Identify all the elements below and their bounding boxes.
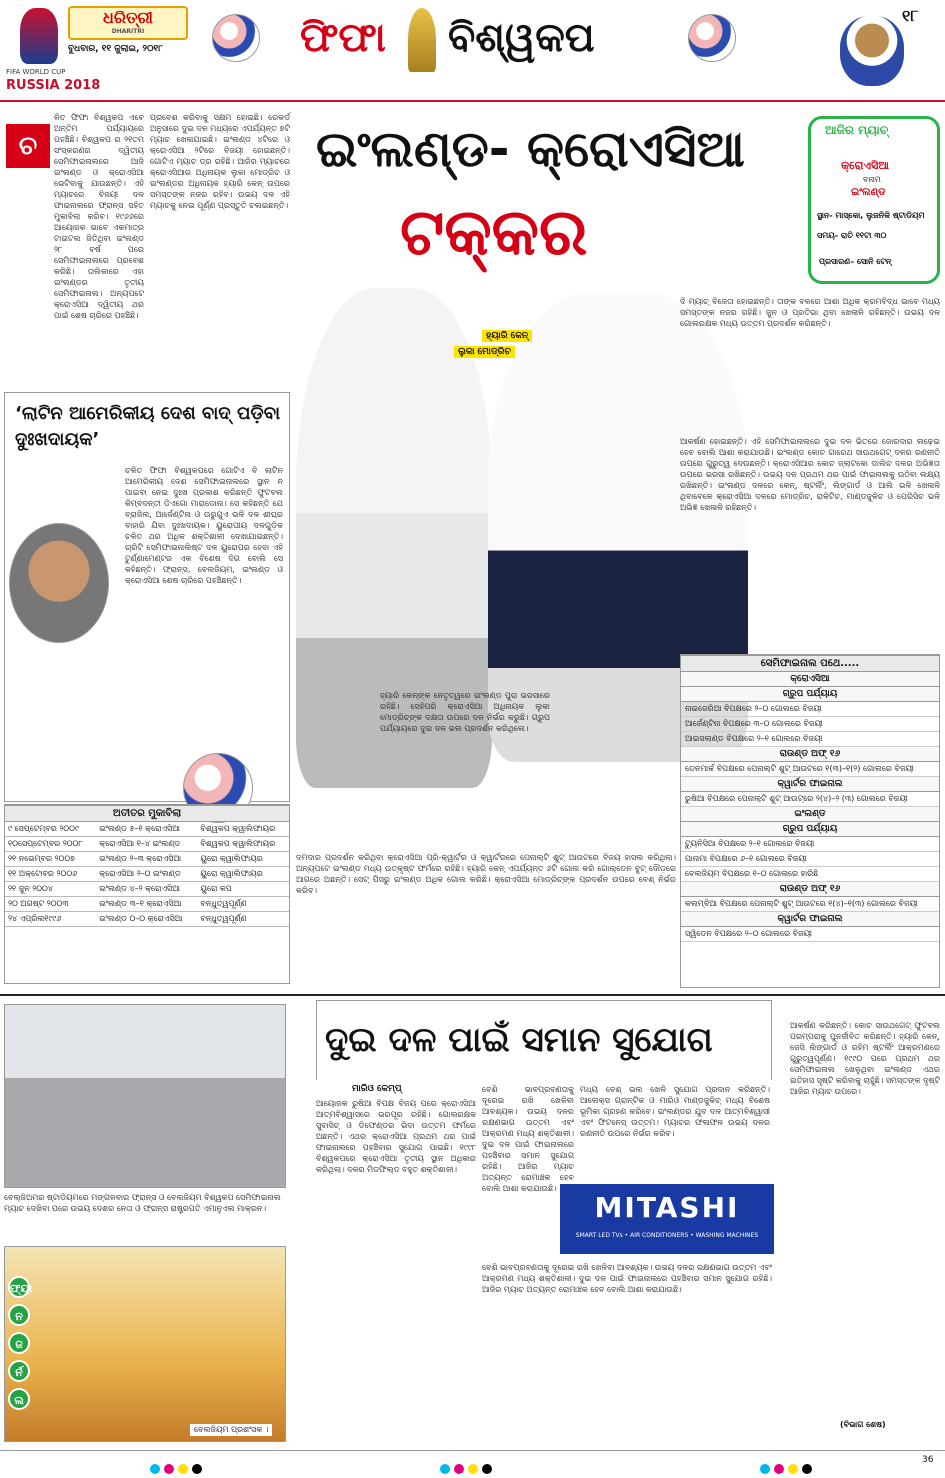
past-result-row: [5, 822, 289, 837]
bottom-story: [316, 1000, 772, 1080]
fan-photo: [4, 1246, 286, 1442]
footer-page-number: 36: [922, 1455, 934, 1465]
center-text2: ଦମଦାର ପ୍ରଦର୍ଶନ କରିଥିବା କ୍ରୋଏସିଆ ପ୍ରି-କ୍ୱାର୍ଟର ଓ କ୍ୱାର୍ଟରରେ ପେନାଲ୍ଟି ଶୁଟ୍ ଆଉଟରେ ବିଜୟ ହାସଲ କରିଥିଲା। ଅନ୍ୟପଟେ ଇଂଲଣ୍ଡ ମଧ୍ୟ ଉତ୍କୃଷ୍ଟ ଫର୍ମରେ ରହିଛି। ହ୍ୟାରି କେନ୍ ଏପର୍ଯ୍ୟନ୍ତ ୬ଟି ଗୋଲ କରି ଗୋଲ୍ଡେନ ବୁଟ୍ ଦୌଡ଼ରେ ଆଗରେ ଅଛନ୍ତି। ସେଟ୍ ପିସରୁ ଇଂଲଣ୍ଡ ଅଧିକ ଗୋଲ କରିଛି। କ୍ରୋଏସିଆ ମୋଡ୍ରିଚ୍‌ଙ୍କ ପ୍ରଦର୍ଶନ ଉପରେ ବେଶ୍ ନିର୍ଭର କରିବ।: [296, 853, 676, 895]
masthead-title-red: ଫିଫା: [300, 15, 386, 61]
side-letter: ଜ: [8, 1332, 30, 1354]
section-divider: [0, 994, 945, 996]
past-result-score: ଇଂଲଣ୍ଡ ୦–୦ କ୍ରୋଏସିଆ: [96, 912, 197, 927]
england-qf-label: କ୍ୱାର୍ଟର ଫାଇନାଲ: [681, 912, 939, 927]
lead-dropcap: ଚ: [6, 124, 50, 168]
today-versus: ବନାମ: [863, 175, 881, 184]
lead-col2: ପ୍ରବେଶ କରିବାକୁ ସକ୍ଷମ ହୋଇଛି। ରେକର୍ଡ ଅନୁସାରେ ଦୁଇ ଦଳ ମଧ୍ୟରେ ଏପର୍ଯ୍ୟନ୍ତ ୭ଟି ମ୍ୟାଚ ଖେଳାଯାଇଛି। ଇଂଲଣ୍ଡ ୪ଟିରେ ଓ କ୍ରୋଏସିଆ ୨ଟିରେ ବିଜୟୀ ହୋଇଛନ୍ତି। ଗୋଟିଏ ମ୍ୟାଚ ଡ୍ର ରହିଛି। ଆଜିର ମ୍ୟାଚରେ କ୍ରୋଏସିଆର ଅଧିନାୟକ ଲୁକା ମୋଡ୍ରିଚ ଓ ଇଂଲଣ୍ଡର ଅଧିନାୟକ ହ୍ୟାରି କେନ୍ ଉପରେ ସମସ୍ତଙ୍କ ନଜର ରହିବ। ଉଭୟ ଦଳ ଏହି ମ୍ୟାଚକୁ ନେଇ ପୂର୍ଣ୍ଣ ପ୍ରସ୍ତୁତି ଚଳାଇଛନ୍ତି।: [150, 113, 290, 210]
croatia-qf-label: କ୍ୱାର୍ଟର ଫାଇନାଲ: [681, 777, 939, 792]
past-result-event: ବନ୍ଧୁତ୍ୱପୂର୍ଣ୍ଣ: [197, 912, 289, 927]
bottom-col1: ଆୟୋଜକ ରୁଷିଆ ବିପକ୍ଷ ବିଜୟ ପରେ କ୍ରୋଏସିଆ ଆତ୍ମବିଶ୍ୱାସରେ ଭରପୂର ରହିଛି। ଗୋଲରକ୍ଷକ ସୁବାସିଚ୍ ଓ ଡିଫେଣ୍ଡର ଭିଦା ଉତ୍ତମ ଫର୍ମରେ ଅଛନ୍ତି। ଏଥର କ୍ରୋଏସିଆ ପ୍ରଥମ ଥର ପାଇଁ ଫାଇନାଲରେ ପହଞ୍ଚିବାର ସୁଯୋଗ ପାଇଛି। ୧୯୯୮ ବିଶ୍ୱକପରେ କ୍ରୋଏସିଆ ତୃତୀୟ ସ୍ଥାନ ଅଧିକାର କରିଥିଲା। ଦଳର ମିଡଫିଲ୍ଡ ବହୁତ ଶକ୍ତିଶାଳୀ।: [316, 1099, 476, 1174]
bottom-col4: ଆକର୍ଷଣ କରିଛନ୍ତି। କୋଚ ସାଉଥଗେଟ୍ ଫୁଟବଲ ପରମ୍ପରାକୁ ପୁନର୍ଜୀବିତ କରିଛନ୍ତି। ହ୍ୟାରି କେନ୍, ଜେସି ଲିଙ୍ଗାର୍ଡ ଓ ରହିମ ଷ୍ଟର୍ଲିଂ ଆକ୍ରମଣରେ ଗୁରୁତ୍ୱପୂର୍ଣ୍ଣ। ୧୯୯୦ ପରେ ପ୍ରଥମ ଥର ସେମିଫାଇନାଲ ଖେଳୁଥିବା ଇଂଲଣ୍ଡ ଏଥର ଇତିହାସ ସୃଷ୍ଟି କରିବାକୁ ଚାହୁଁଛି। ସମସ୍ତଙ୍କ ଦୃଷ୍ଟି ଆଜିର ମ୍ୟାଚ ଉପରେ।: [790, 1021, 940, 1096]
croatia-qf: ରୁଷିଆ ବିପକ୍ଷରେ ପେନାଲ୍ଟି ଶୁଟ୍ ଆଉଟ୍ରେ ୨(୪)–୨ (୩) ଗୋଲରେ ବିଜୟୀ: [681, 792, 939, 807]
center-text1: ହ୍ୟାରି କେନ୍‌ଙ୍କ ନେତୃତ୍ୱରେ ଇଂଲଣ୍ଡ ପୁରା ଭରସାରେ ରହିଛି। ସେହିପରି କ୍ରୋଏସିଆ ଅଧିନାୟକ ଲୁକା ମୋଡ୍ରିଚ୍‌ଙ୍କ ଦକ୍ଷତା ଉପରେ ଦଳ ନିର୍ଭର କରୁଛି। ଗ୍ରୁପ ପର୍ଯ୍ୟାୟରେ ଦୁଇ ଦଳ ଭଲ ପ୍ରଦର୍ଶନ କରିଥିଲେ।: [380, 691, 550, 733]
past-result-row: [5, 852, 289, 867]
bottom-col-lower: ବେଶି ଭାବପ୍ରବଣତାକୁ ଦୂରେଇ ରଖି ଖେଳିବା ଆବଶ୍ୟକ। ଉଭୟ ଦଳର ରକ୍ଷଣଭାଗ ଉତ୍ତମ ଏବଂ ଆକ୍ରମଣ ମଧ୍ୟ ଶକ୍ତିଶାଳୀ। ଦୁଇ ଦଳ ପାଇଁ ଫାଇନାଲରେ ପହଞ୍ଚିବାର ସମାନ ସୁଯୋଗ ରହିଛି। ଆଜିର ମ୍ୟାଚ ଅତ୍ୟନ୍ତ ରୋମାଞ୍ଚକ ହେବ ବୋଲି ଆଶା କରାଯାଉଛି।: [482, 1263, 772, 1294]
england-r16-label: ରାଉଣ୍ଡ ଅଫ୍ ୧୬: [681, 882, 939, 897]
england-group-1: ଟ୍ୟୁନିସିଆ ବିପକ୍ଷରେ ୨–୧ ଗୋଲରେ ବିଜୟୀ: [681, 837, 939, 852]
maradona-photo: [9, 523, 109, 643]
masthead: [0, 0, 945, 102]
today-match-heading: ଆଜିର ମ୍ୟାଚ୍: [825, 123, 889, 137]
past-result-score: ଇଂଲଣ୍ଡ ୫–୧ କ୍ରୋଏସିଆ: [96, 822, 197, 837]
kane-tag: ହ୍ୟାରି କେନ୍: [482, 330, 532, 342]
mitashi-brand: MITASHI: [594, 1191, 740, 1224]
fifa-russia-text: RUSSIA 2018: [6, 78, 101, 93]
past-result-event: ବିଶ୍ୱକପ କ୍ୱାଲିଫାୟର: [197, 822, 289, 837]
ball-icon-left: [212, 14, 260, 62]
past-result-date: ୨୪ ଏପ୍ରିଲ୧୯୯୬: [5, 912, 96, 927]
bottom-col2: ବେଶି ଭାବପ୍ରବଣତାକୁ ଦୂରେଇ ରଖି ଖେଳିବା ଆବଶ୍ୟକ। ଉଭୟ ଦଳର ରକ୍ଷଣଭାଗ ଉତ୍ତମ ଏବଂ ଆକ୍ରମଣ ମଧ୍ୟ ଶକ୍ତିଶାଳୀ। ଦୁଇ ଦଳ ପାଇଁ ଫାଇନାଲରେ ପହଞ୍ଚିବାର ସମାନ ସୁଯୋଗ ରହିଛି। ଆଜିର ମ୍ୟାଚ ଅତ୍ୟନ୍ତ ରୋମାଞ୍ଚକ ହେବ ବୋଲି ଆଶା କରାଯାଉଛି।: [482, 1085, 574, 1193]
past-result-score: କ୍ରୋଏସିଆ ୧–୪ ଇଂଲଣ୍ଡ: [96, 837, 197, 852]
dignitaries-caption: ବେଲ୍ଜିଅମର ଷ୍ଟାଡିୟମରେ ମଙ୍ଗଳବାର ଫ୍ରାନ୍ସ ଓ ବେଲଜିୟମ ବିଶ୍ୱକପ ସେମିଫାଇନାଲ ମ୍ୟାଚ ଦେଖିବା ପରେ ଉଭୟ ଦେଶର ନେତା ଓ ଫ୍ରାନ୍ସ ରାଷ୍ଟ୍ରପତି ଏମାନୁଏଲ ମାକ୍ରନ।: [4, 1193, 281, 1213]
past-result-event: ୟୁରୋ କ୍ୱାଲିଫାୟର: [197, 867, 289, 882]
croatia-r16: ଡେନମାର୍କ ବିପକ୍ଷରେ ପେନାଲ୍ଟି ଶୁଟ୍ ଆଉଟରେ ୧(୩)–୧(୨) ଗୋଲରେ ବିଜୟୀ: [681, 762, 939, 777]
paper-sub: DHARITRI: [111, 28, 145, 35]
croatia-group-2: ଆର୍ଜେଣ୍ଟିନା ବିପକ୍ଷରେ ୩–୦ ଗୋଲରେ ବିଜୟୀ: [681, 717, 939, 732]
past-result-row: [5, 867, 289, 882]
past-result-score: ଇଂଲଣ୍ଡ ୩–୧ କ୍ରୋଏସିଆ: [96, 897, 197, 912]
croatia-group-label: ଗ୍ରୁପ ପର୍ଯ୍ୟାୟ: [681, 687, 939, 702]
right-body-middle: ଆକର୍ଷଣ ହୋଇଛନ୍ତି। ଏହି ସେମିଫାଇନାଲରେ ଦୁଇ ଦଳ ଭିତରେ ଜୋରଦାର ଲଢ଼େଇ ହେବ ବୋଲି ଆଶା କରାଯାଉଛି। ଇଂଲଣ୍ଡ କୋଚ ଗାରେଥ ସାଉଥଗେଟ୍ ଦଳର ରଣନୀତି ଉପରେ ଗୁରୁତ୍ୱ ଦେଉଛନ୍ତି। କ୍ରୋଏସିଆର କୋଚ ଜ୍ଲାଟକୋ ଡାଲିଚ ଦଳର ଅଭିଜ୍ଞତା ଉପରେ ଭରସା ରଖିଛନ୍ତି। ଉଭୟ ଦଳ ପ୍ରଥମ ଥର ପାଇଁ ଫାଇନାଲକୁ ଉଠିବା ଲକ୍ଷ୍ୟ ରଖିଛନ୍ତି। ଇଂଲଣ୍ଡ ଦଳରେ କେନ୍, ଷ୍ଟର୍ଲିଂ, ଲିଙ୍ଗାର୍ଡ ଓ ଆଲି ଭଳି ଖେଳାଳି ଥିବାବେଳେ କ୍ରୋଏସିଆ ଦଳରେ ମୋଡ୍ରିଚ, ରାକିଟିଚ, ମାଣ୍ଡଜୁକିଚ ଓ ପେରିସିଚ ଭଳି ଅଭିଜ୍ଞ ଖେଳାଳି ରହିଛନ୍ତି।: [680, 437, 940, 512]
modric-tag: ଲୁକା ମୋଡ୍ରିଚ: [454, 346, 515, 358]
bottom-byline: ମାରିଓ କେମ୍ପ୍: [352, 1084, 402, 1094]
past-result-date: ୨୧ ଜୁନ ୨୦୦୪: [5, 882, 96, 897]
today-team1: କ୍ରୋଏସିଆ: [841, 159, 889, 172]
past-result-date: ୯ ସେପ୍ଟେମ୍ବର ୨୦୦୯: [5, 822, 96, 837]
past-result-event: ୟୁରୋ କପ: [197, 882, 289, 897]
headline-line1: ଇଂଲଣ୍ଡ- କ୍ରୋଏସିଆ: [316, 120, 745, 178]
england-group-2: ପାନାମା ବିପକ୍ଷରେ ୬–୧ ଗୋଲରେ ବିଜୟୀ: [681, 852, 939, 867]
trophy-icon: [408, 8, 436, 72]
paper-name: ଧରିତ୍ରୀ: [103, 8, 153, 27]
past-result-score: ଇଂଲଣ୍ଡ ୪–୨ କ୍ରୋଏସିଆ: [96, 882, 197, 897]
past-result-event: ବିଶ୍ୱକପ କ୍ୱାଲିଫାୟର: [197, 837, 289, 852]
semifinal-path: [680, 654, 940, 988]
paper-logo: [68, 6, 188, 40]
past-result-score: ଇଂଲଣ୍ଡ ୨–୩ କ୍ରୋଏସିଆ: [96, 852, 197, 867]
ball-icon-right: [688, 14, 736, 62]
bottom-col3: ମଧ୍ୟ ବେଶ୍ ଭଲ ଖେଳି ସୁଯୋଗ ପ୍ରଦାନ କରିଛନ୍ତି। ଆଲେକ୍ସ ଗ୍ରାନ୍ଟିକ ଓ ମାରିଓ ମାଣ୍ଡଜୁକିଚ୍ ମଧ୍ୟ ବିଶେଷ ଭୂମିକା ଗ୍ରହଣ କରିବେ। ଇଂଲଣ୍ଡର ଯୁବ ଦଳ ଆତ୍ମବିଶ୍ୱାସୀ ଏବଂ ଫିଟନେସ୍ ଉତ୍ତମ। ମ୍ୟାଚର ଫଳାଫଳ ଉଭୟ ଦଳର ରଣନୀତି ଉପରେ ନିର୍ଭର କରିବ।: [580, 1085, 770, 1138]
past-result-event: ବନ୍ଧୁତ୍ୱପୂର୍ଣ୍ଣ: [197, 897, 289, 912]
past-result-date: ୨୦ ଅଗଷ୍ଟ ୨୦୦୩: [5, 897, 96, 912]
page-number: ୧୮: [902, 6, 919, 25]
masthead-date: ବୁଧବାର, ୧୧ ଜୁଲାଇ, ୨୦୧୮: [68, 44, 163, 54]
croatia-group-1: ନାଇଜେରିଆ ବିପକ୍ଷରେ ୨–୦ ଗୋଲରେ ବିଜୟୀ: [681, 702, 939, 717]
latin-body: ଚଳିତ ଫିଫା ବିଶ୍ୱକପରେ ଗୋଟିଏ ବି ଲାଟିନ ଆମେରିକୀୟ ଦେଶ ସେମିଫାଇନାଲରେ ସ୍ଥାନ ନ ପାଇବା ନେଇ ଦୁଃଖ ପ୍ରକାଶ କରିଛନ୍ତି ଫୁଟବଲ କିମ୍ବଦନ୍ତୀ ଡିଏଗୋ ମାରାଡୋନା। ସେ କହିଛନ୍ତି ଯେ ବ୍ରାଜିଲ, ଆର୍ଜେଣ୍ଟିନା ଓ ଉରୁଗୁଏ ଭଳି ଦଳ ଶୀଘ୍ର ବାହାରି ଯିବା ଦୁଃଖଦାୟକ। ୟୁରୋପୀୟ ଦଳଗୁଡ଼ିକ ଚଳିତ ଥର ଅଧିକ ଶକ୍ତିଶାଳୀ ଦେଖାଯାଇଛନ୍ତି। ଚାରିଟି ସେମିଫାଇନାଲିଷ୍ଟ ଦଳ ୟୁରୋପର ହେବା ଏହି ଟୁର୍ଣ୍ଣାମେଣ୍ଟର ଏକ ବିଶେଷ ଦିଗ ବୋଲି ସେ କହିଛନ୍ତି। ଫ୍ରାନ୍ସ, ବେଲଜିୟମ, ଇଂଲଣ୍ଡ ଓ କ୍ରୋଏସିଆ ଶେଷ ଚାରିରେ ପହଞ୍ଚିଛନ୍ତି।: [125, 466, 283, 585]
past-result-date: ୧୧ ଅକ୍ଟୋବର ୨୦୦୬: [5, 867, 96, 882]
fan-caption: ବେଲଜିୟମ ପ୍ରଶଂସକ ।: [190, 1424, 272, 1436]
registration-marks-center: [440, 1459, 496, 1478]
bottom-signoff: (ବିଭାଗ ଶେଷ): [840, 1420, 886, 1429]
latin-headline: ‘ଲାଟିନ ଆମେରିକୀୟ ଦେଶ ବାଦ୍ ପଡ଼ିବା ଦୁଃଖଦାୟକ’: [15, 403, 281, 450]
croatia-r16-label: ରାଉଣ୍ଡ ଅଫ୍ ୧୬: [681, 747, 939, 762]
today-match-box: [808, 116, 940, 284]
today-time: ସମୟ- ରାତି ୧୧ଟା ୩୦: [817, 231, 887, 240]
side-letter: ର୍ନ: [8, 1360, 30, 1382]
past-results-table: [5, 822, 289, 927]
fifa-emblem-icon: [20, 8, 58, 64]
england-group-label: ଗ୍ରୁପ ପର୍ଯ୍ୟାୟ: [681, 822, 939, 837]
side-letters: [8, 1276, 34, 1410]
semifinal-heading: ସେମିଫାଇନାଲ ପଥେ.....: [681, 655, 939, 672]
today-broadcast: ପ୍ରସାରଣ– ସୋନି ଟେନ୍: [819, 257, 892, 266]
past-result-row: [5, 897, 289, 912]
past-results-heading: ଅତୀତର ମୁକାବିଲା: [5, 805, 289, 822]
registration-marks-left: [150, 1459, 206, 1478]
footer: [0, 1450, 945, 1474]
fifa-logo-text: FIFA WORLD CUP: [6, 68, 66, 76]
right-body-top: ଦି ମ୍ୟାଚ୍ ବିଜେତା ହୋଇଛନ୍ତି। ତାଙ୍କ ବଳରେ ଆଶା ଅଧିକ କ୍ରମବିଦ୍ଧ ଭାବେ ମଧ୍ୟ ସମସ୍ତଙ୍କ ନଜର ରହିଛି। ଜୁନ ଓ ପ୍ରତିଭା ଥିବା ଖେଳାଳି ରହିଛନ୍ତି। ଉଭୟ ଦଳ ଗୋଲରକ୍ଷକ ମଧ୍ୟ ଉତ୍ତମ ପ୍ରଦର୍ଶନ କରିଛନ୍ତି।: [680, 297, 940, 328]
today-team2: ଇଂଲଣ୍ଡ: [851, 187, 886, 198]
masthead-title-black: ବିଶ୍ୱକପ: [448, 15, 595, 61]
side-letter: ନ: [8, 1304, 30, 1326]
past-result-score: କ୍ରୋଏସିଆ ୨–୦ ଇଂଲଣ୍ଡ: [96, 867, 197, 882]
past-result-date: ୧୦ସେପ୍ଟେମ୍ବର ୨୦୦୮: [5, 837, 96, 852]
past-results: [4, 804, 290, 984]
side-letter: ଲ: [8, 1388, 30, 1410]
past-result-row: [5, 912, 289, 927]
mascot-icon: [840, 16, 904, 86]
past-result-row: [5, 882, 289, 897]
headline-line2: ଟକ୍କର: [400, 196, 588, 270]
bottom-headline: ଦୁଇ ଦଳ ପାଇଁ ସମାନ ସୁଯୋଗ: [325, 1020, 713, 1060]
lead-col1: ଳିତ ଫିଫା ବିଶ୍ୱକପ ଏବେ ଅନ୍ତିମ ପର୍ଯ୍ୟାୟରେ ପହଞ୍ଚିଛି। ବିଶ୍ୱକପ ର ୨୧ତମ ସଂସ୍କରଣର ଦ୍ୱିତୀୟ ସେମିଫାଇନାଲରେ ଆଜି ଇଂଲଣ୍ଡ ଓ କ୍ରୋଏସିଆ ଭେଟିବାକୁ ଯାଉଛନ୍ତି। ଏହି ମ୍ୟାଚରେ ବିଜୟୀ ଦଳ ଫାଇନାଲରେ ଫ୍ରାନ୍ସ ସହିତ ମୁକାବିଲା କରିବ। ୧୯୬୬ରେ ଆୟୋଜକ ଭାବେ ଏକମାତ୍ର ଟାଇଟଲ ଜିତିଥିବା ଇଂଲଣ୍ଡ ୨୮ ବର୍ଷ ପରେ ସେମିଫାଇନାଲରେ ପ୍ରବେଶ କରିଛି। ତାଲିକାରେ ଏହା ଇଂଲଣ୍ଡର ତୃତୀୟ ସେମିଫାଇନାଲ। ଅନ୍ୟପଟେ କ୍ରୋଏସିଆ ଦ୍ୱିତୀୟ ଥର ପାଇଁ ଶେଷ ଚାରିରେ ପହଞ୍ଚିଛି।: [54, 113, 144, 320]
latin-story: [4, 392, 290, 802]
side-letter: ଫ୍ୟା: [8, 1276, 30, 1298]
mitashi-tagline: SMART LED TVs • AIR CONDITIONERS • WASHING MACHINES: [575, 1232, 759, 1239]
england-heading: ଇଂଲଣ୍ଡ: [681, 807, 939, 822]
past-result-event: ୟୁରୋ କ୍ୱାଲିଫାୟର: [197, 852, 289, 867]
croatia-group-3: ଆଇସଲାଣ୍ଡ ବିପକ୍ଷରେ ୨–୧ ଗୋଲରେ ବିଜୟୀ: [681, 732, 939, 747]
mitashi-ad[interactable]: [560, 1184, 774, 1254]
past-result-row: [5, 837, 289, 852]
england-qf: ସ୍ୱିଡେନ ବିପକ୍ଷରେ ୨–୦ ଗୋଲରେ ବିଜୟୀ: [681, 927, 939, 942]
registration-marks-right: [760, 1459, 816, 1478]
today-venue: ସ୍ଥାନ- ମାସ୍କୋ, ଲୁଜନିକି ଷ୍ଟାଡିୟମ: [817, 211, 925, 220]
england-r16: କଲମ୍ବିଆ ବିପକ୍ଷରେ ପେନାଲ୍ଟି ଶୁଟ୍ ଆଉଟରେ ୧(୪)–୧(୩) ଗୋଲରେ ବିଜୟୀ: [681, 897, 939, 912]
past-result-date: ୨୧ ନଭେମ୍ବର ୨୦୦୭: [5, 852, 96, 867]
croatia-heading: କ୍ରୋଏସିଆ: [681, 672, 939, 687]
dignitaries-photo: [4, 1004, 286, 1188]
england-group-3: ବେଲଜିୟମ ବିପକ୍ଷରେ ୧–୦ ଗୋଲରେ ହାରିଛି: [681, 867, 939, 882]
